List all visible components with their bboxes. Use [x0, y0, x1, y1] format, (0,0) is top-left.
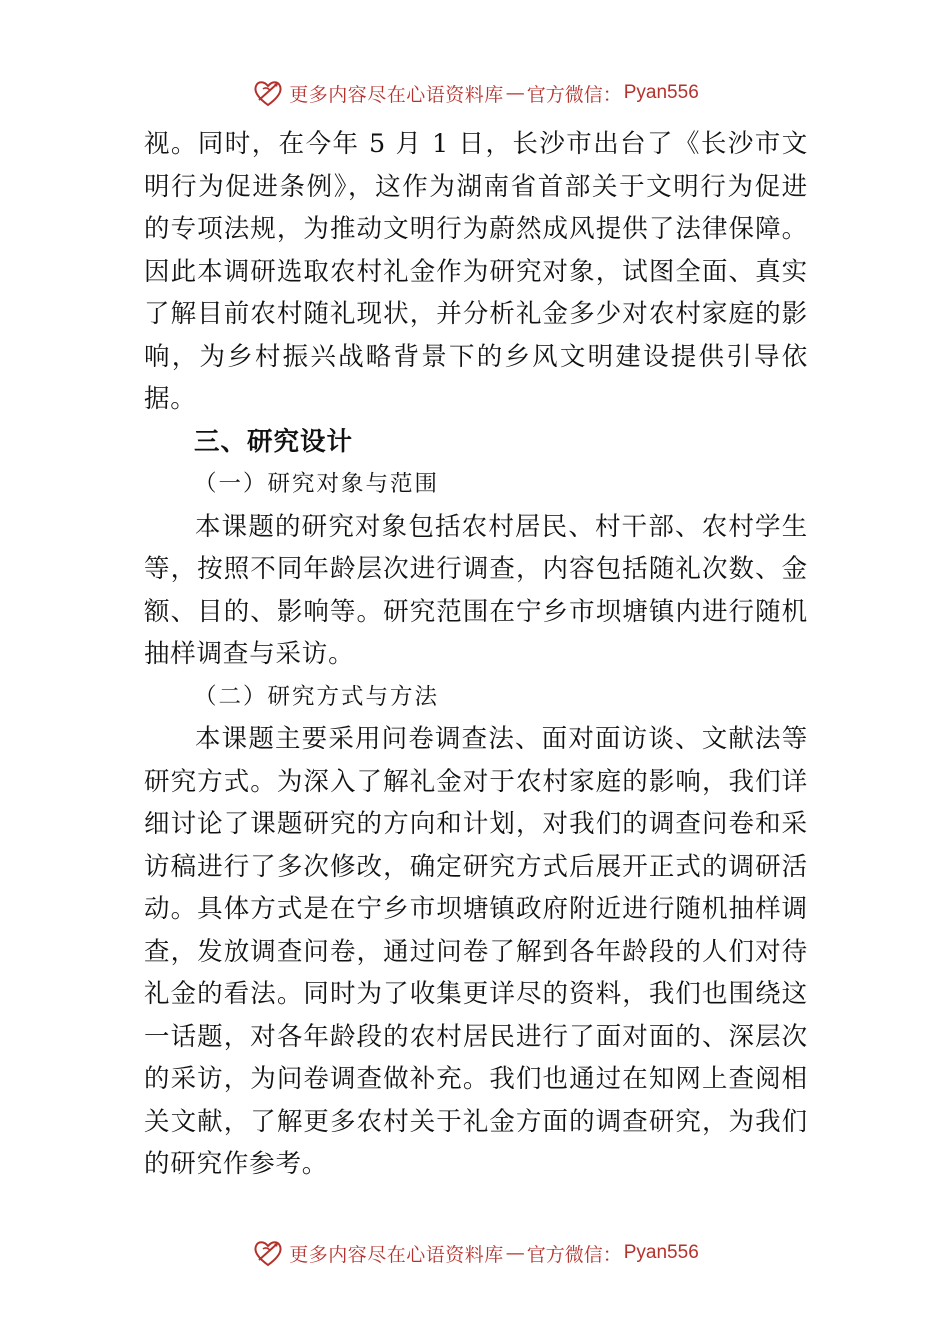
footer-watermark: [0, 1233, 950, 1273]
subsection-heading-object-scope: （一）研究对象与范围: [194, 471, 440, 497]
watermark-text: 更多内容尽在心语资料库: [289, 1243, 504, 1266]
watermark-text: 更多内容尽在心语资料库: [289, 83, 504, 106]
watermark-wechat-id: Pyan556: [623, 1242, 699, 1263]
header-watermark: [0, 73, 950, 113]
watermark-wechat-label: 官方微信：: [526, 83, 622, 106]
paragraph-2: 本课题的研究对象包括农村居民、村干部、农村学生等，按照不同年龄层次进行调查，内容包括随礼次数、金额、目的、影响等。研究范围在宁乡市坝塘镇内进行随机抽样调查与采访。: [144, 511, 808, 669]
watermark-dash: —: [505, 82, 525, 104]
subsection-heading-methods: （二）研究方式与方法: [194, 683, 440, 710]
paragraph-1: 视。同时，在今年 5 月 1 日，长沙市出台了《长沙市文明行为促进条例》，这作为湖南省首部关于文明行为促进的专项法规，为推动文明行为蔚然成风提供了法律保障。因此本调研选取农村礼金作为研究对象，试图全面、真实了解目前农村随礼现状，并分析礼金多少对农村家庭的影响，为乡村振兴战略背景下的乡风文明建设提供引导依据。: [144, 129, 808, 414]
watermark-wechat-label: 官方微信：: [526, 1243, 622, 1266]
watermark-wechat-id: Pyan556: [623, 82, 699, 103]
document-body: [144, 123, 808, 1186]
heart-logo-icon: [251, 76, 285, 110]
watermark-dash: —: [505, 1242, 525, 1264]
section-heading-research-design: 三、研究设计: [194, 426, 354, 457]
paragraph-3: 本课题主要采用问卷调查法、面对面访谈、文献法等研究方式。为深入了解礼金对于农村家庭的影响，我们详细讨论了课题研究的方向和计划，对我们的调查问卷和采访稿进行了多次修改，确定研究方式后展开正式的调研活动。具体方式是在宁乡市坝塘镇政府附近进行随机抽样调查，发放调查问卷，通过问卷了解到各年龄段的人们对待礼金的看法。同时为了收集更详尽的资料，我们也围绕这一话题，对各年龄段的农村居民进行了面对面的、深层次的采访，为问卷调查做补充。我们也通过在知网上查阅相关文献，了解更多农村关于礼金方面的调查研究，为我们的研究作参考。: [144, 724, 808, 1179]
heart-logo-icon: [251, 1236, 285, 1270]
